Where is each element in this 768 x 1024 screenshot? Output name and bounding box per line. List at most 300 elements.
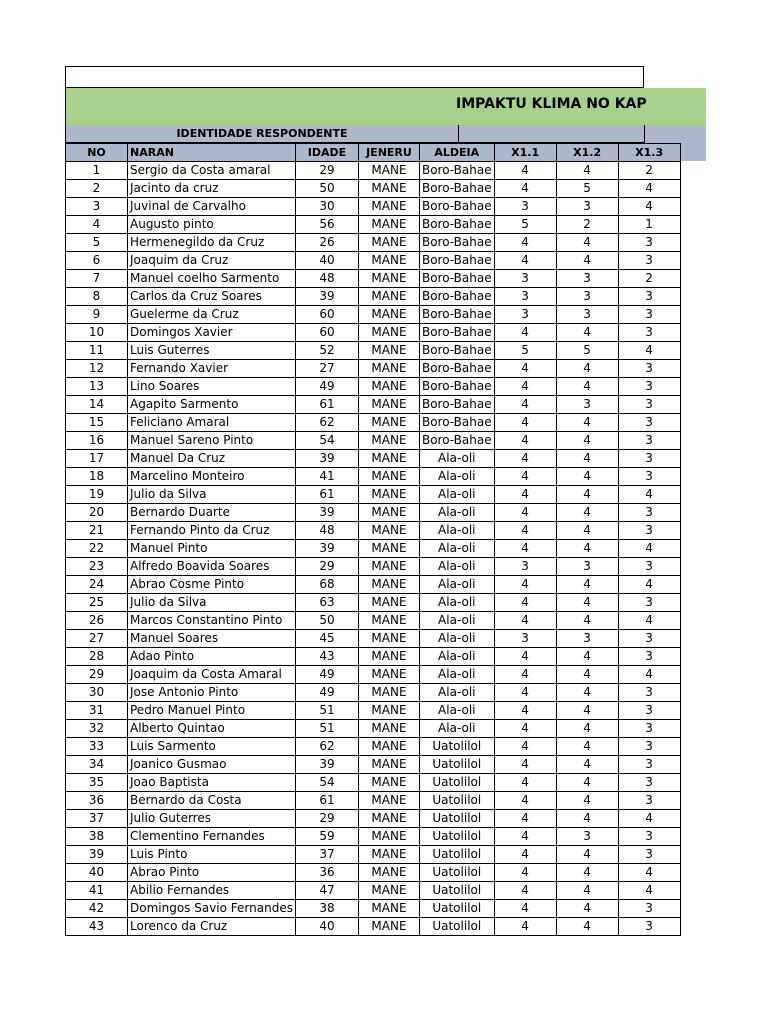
- cell-aldeia[interactable]: Uatolilol: [419, 774, 494, 792]
- cell-naran[interactable]: Sergio da Costa amaral: [128, 162, 296, 180]
- cell-aldeia[interactable]: Ala-oli: [419, 630, 494, 648]
- cell-no[interactable]: 41: [66, 882, 128, 900]
- cell-x1-1[interactable]: 3: [494, 630, 556, 648]
- cell-aldeia[interactable]: Boro-Bahae: [419, 360, 494, 378]
- cell-jeneru[interactable]: MANE: [358, 702, 419, 720]
- cell-x1-2[interactable]: 4: [556, 594, 618, 612]
- cell-naran[interactable]: Hermenegildo da Cruz: [128, 234, 296, 252]
- cell-naran[interactable]: Julio da Silva: [128, 594, 296, 612]
- cell-idade[interactable]: 68: [295, 576, 358, 594]
- cell-x1-2[interactable]: 4: [556, 432, 618, 450]
- cell-x1-1[interactable]: 4: [494, 468, 556, 486]
- cell-x1-3[interactable]: 3: [618, 918, 680, 936]
- cell-x1-2[interactable]: 4: [556, 450, 618, 468]
- cell-x1-3[interactable]: 3: [618, 432, 680, 450]
- cell-x1-2[interactable]: 3: [556, 396, 618, 414]
- cell-idade[interactable]: 45: [295, 630, 358, 648]
- cell-jeneru[interactable]: MANE: [358, 612, 419, 630]
- cell-aldeia[interactable]: Ala-oli: [419, 450, 494, 468]
- cell-x1-1[interactable]: 4: [494, 828, 556, 846]
- cell-no[interactable]: 32: [66, 720, 128, 738]
- cell-jeneru[interactable]: MANE: [358, 864, 419, 882]
- cell-x1-1[interactable]: 4: [494, 162, 556, 180]
- column-header-jeneru[interactable]: JENERU: [358, 144, 419, 162]
- cell-aldeia[interactable]: Ala-oli: [419, 666, 494, 684]
- cell-x1-2[interactable]: 4: [556, 252, 618, 270]
- cell-jeneru[interactable]: MANE: [358, 486, 419, 504]
- cell-x1-1[interactable]: 4: [494, 774, 556, 792]
- cell-aldeia[interactable]: Boro-Bahae: [419, 342, 494, 360]
- cell-jeneru[interactable]: MANE: [358, 576, 419, 594]
- cell-x1-3[interactable]: 3: [618, 450, 680, 468]
- cell-x1-3[interactable]: 3: [618, 324, 680, 342]
- column-header-no[interactable]: NO: [66, 144, 128, 162]
- cell-jeneru[interactable]: MANE: [358, 918, 419, 936]
- cell-no[interactable]: 15: [66, 414, 128, 432]
- cell-aldeia[interactable]: Ala-oli: [419, 576, 494, 594]
- cell-jeneru[interactable]: MANE: [358, 414, 419, 432]
- cell-jeneru[interactable]: MANE: [358, 162, 419, 180]
- cell-naran[interactable]: Manuel Da Cruz: [128, 450, 296, 468]
- cell-x1-3[interactable]: 3: [618, 396, 680, 414]
- cell-x1-1[interactable]: 4: [494, 396, 556, 414]
- cell-no[interactable]: 25: [66, 594, 128, 612]
- cell-no[interactable]: 9: [66, 306, 128, 324]
- cell-x1-3[interactable]: 3: [618, 684, 680, 702]
- cell-idade[interactable]: 61: [295, 396, 358, 414]
- cell-naran[interactable]: Abrao Cosme Pinto: [128, 576, 296, 594]
- cell-x1-3[interactable]: 4: [618, 576, 680, 594]
- cell-x1-2[interactable]: 3: [556, 630, 618, 648]
- cell-no[interactable]: 1: [66, 162, 128, 180]
- cell-x1-2[interactable]: 5: [556, 342, 618, 360]
- cell-x1-3[interactable]: 3: [618, 900, 680, 918]
- cell-x1-2[interactable]: 4: [556, 468, 618, 486]
- cell-x1-3[interactable]: 4: [618, 486, 680, 504]
- cell-x1-1[interactable]: 4: [494, 324, 556, 342]
- cell-no[interactable]: 21: [66, 522, 128, 540]
- cell-jeneru[interactable]: MANE: [358, 468, 419, 486]
- cell-x1-2[interactable]: 5: [556, 180, 618, 198]
- cell-naran[interactable]: Abilio Fernandes: [128, 882, 296, 900]
- cell-x1-1[interactable]: 4: [494, 252, 556, 270]
- cell-x1-2[interactable]: 4: [556, 720, 618, 738]
- cell-idade[interactable]: 48: [295, 522, 358, 540]
- cell-naran[interactable]: Lorenco da Cruz: [128, 918, 296, 936]
- cell-no[interactable]: 29: [66, 666, 128, 684]
- cell-aldeia[interactable]: Ala-oli: [419, 612, 494, 630]
- cell-jeneru[interactable]: MANE: [358, 270, 419, 288]
- cell-no[interactable]: 24: [66, 576, 128, 594]
- cell-x1-2[interactable]: 4: [556, 846, 618, 864]
- cell-no[interactable]: 2: [66, 180, 128, 198]
- cell-x1-2[interactable]: 3: [556, 828, 618, 846]
- cell-x1-1[interactable]: 3: [494, 288, 556, 306]
- cell-x1-2[interactable]: 3: [556, 198, 618, 216]
- cell-x1-1[interactable]: 4: [494, 918, 556, 936]
- cell-jeneru[interactable]: MANE: [358, 666, 419, 684]
- cell-x1-1[interactable]: 5: [494, 342, 556, 360]
- cell-x1-1[interactable]: 4: [494, 648, 556, 666]
- cell-x1-2[interactable]: 4: [556, 162, 618, 180]
- cell-no[interactable]: 7: [66, 270, 128, 288]
- cell-aldeia[interactable]: Boro-Bahae: [419, 306, 494, 324]
- cell-aldeia[interactable]: Uatolilol: [419, 918, 494, 936]
- cell-x1-3[interactable]: 4: [618, 882, 680, 900]
- cell-no[interactable]: 27: [66, 630, 128, 648]
- cell-naran[interactable]: Marcos Constantino Pinto: [128, 612, 296, 630]
- cell-aldeia[interactable]: Ala-oli: [419, 720, 494, 738]
- cell-jeneru[interactable]: MANE: [358, 216, 419, 234]
- cell-jeneru[interactable]: MANE: [358, 594, 419, 612]
- cell-idade[interactable]: 26: [295, 234, 358, 252]
- cell-jeneru[interactable]: MANE: [358, 558, 419, 576]
- cell-jeneru[interactable]: MANE: [358, 324, 419, 342]
- cell-aldeia[interactable]: Ala-oli: [419, 594, 494, 612]
- cell-idade[interactable]: 50: [295, 612, 358, 630]
- cell-aldeia[interactable]: Boro-Bahae: [419, 216, 494, 234]
- cell-x1-3[interactable]: 2: [618, 270, 680, 288]
- cell-jeneru[interactable]: MANE: [358, 882, 419, 900]
- cell-x1-3[interactable]: 3: [618, 738, 680, 756]
- cell-naran[interactable]: Feliciano Amaral: [128, 414, 296, 432]
- cell-idade[interactable]: 60: [295, 324, 358, 342]
- cell-naran[interactable]: Marcelino Monteiro: [128, 468, 296, 486]
- cell-x1-3[interactable]: 3: [618, 468, 680, 486]
- cell-x1-3[interactable]: 3: [618, 828, 680, 846]
- cell-x1-1[interactable]: 4: [494, 180, 556, 198]
- cell-no[interactable]: 16: [66, 432, 128, 450]
- cell-x1-1[interactable]: 4: [494, 594, 556, 612]
- cell-no[interactable]: 14: [66, 396, 128, 414]
- cell-no[interactable]: 34: [66, 756, 128, 774]
- cell-no[interactable]: 3: [66, 198, 128, 216]
- cell-x1-3[interactable]: 3: [618, 792, 680, 810]
- cell-naran[interactable]: Agapito Sarmento: [128, 396, 296, 414]
- cell-jeneru[interactable]: MANE: [358, 378, 419, 396]
- cell-idade[interactable]: 61: [295, 792, 358, 810]
- cell-x1-2[interactable]: 4: [556, 540, 618, 558]
- cell-idade[interactable]: 29: [295, 810, 358, 828]
- cell-x1-3[interactable]: 3: [618, 558, 680, 576]
- cell-no[interactable]: 39: [66, 846, 128, 864]
- cell-idade[interactable]: 29: [295, 162, 358, 180]
- cell-idade[interactable]: 43: [295, 648, 358, 666]
- cell-x1-1[interactable]: 4: [494, 522, 556, 540]
- cell-x1-3[interactable]: 3: [618, 360, 680, 378]
- cell-jeneru[interactable]: MANE: [358, 288, 419, 306]
- cell-no[interactable]: 10: [66, 324, 128, 342]
- cell-aldeia[interactable]: Boro-Bahae: [419, 180, 494, 198]
- cell-idade[interactable]: 47: [295, 882, 358, 900]
- cell-x1-1[interactable]: 4: [494, 378, 556, 396]
- cell-aldeia[interactable]: Uatolilol: [419, 756, 494, 774]
- cell-x1-1[interactable]: 4: [494, 666, 556, 684]
- cell-jeneru[interactable]: MANE: [358, 792, 419, 810]
- cell-jeneru[interactable]: MANE: [358, 252, 419, 270]
- cell-aldeia[interactable]: Ala-oli: [419, 504, 494, 522]
- cell-aldeia[interactable]: Ala-oli: [419, 540, 494, 558]
- cell-no[interactable]: 28: [66, 648, 128, 666]
- cell-naran[interactable]: Luis Sarmento: [128, 738, 296, 756]
- cell-jeneru[interactable]: MANE: [358, 900, 419, 918]
- cell-x1-1[interactable]: 4: [494, 810, 556, 828]
- cell-x1-3[interactable]: 3: [618, 306, 680, 324]
- cell-aldeia[interactable]: Uatolilol: [419, 828, 494, 846]
- column-header-x1-3[interactable]: X1.3: [618, 144, 680, 162]
- cell-x1-2[interactable]: 3: [556, 288, 618, 306]
- cell-aldeia[interactable]: Ala-oli: [419, 702, 494, 720]
- cell-no[interactable]: 38: [66, 828, 128, 846]
- cell-jeneru[interactable]: MANE: [358, 684, 419, 702]
- cell-naran[interactable]: Bernardo Duarte: [128, 504, 296, 522]
- cell-x1-3[interactable]: 3: [618, 648, 680, 666]
- cell-jeneru[interactable]: MANE: [358, 234, 419, 252]
- cell-x1-1[interactable]: 4: [494, 720, 556, 738]
- cell-naran[interactable]: Fernando Xavier: [128, 360, 296, 378]
- cell-idade[interactable]: 54: [295, 432, 358, 450]
- cell-x1-3[interactable]: 4: [618, 864, 680, 882]
- cell-idade[interactable]: 60: [295, 306, 358, 324]
- cell-idade[interactable]: 51: [295, 702, 358, 720]
- cell-aldeia[interactable]: Uatolilol: [419, 810, 494, 828]
- cell-idade[interactable]: 61: [295, 486, 358, 504]
- cell-aldeia[interactable]: Boro-Bahae: [419, 198, 494, 216]
- cell-x1-2[interactable]: 4: [556, 792, 618, 810]
- cell-naran[interactable]: Augusto pinto: [128, 216, 296, 234]
- cell-aldeia[interactable]: Ala-oli: [419, 468, 494, 486]
- cell-x1-3[interactable]: 4: [618, 612, 680, 630]
- cell-naran[interactable]: Joaquim da Costa Amaral: [128, 666, 296, 684]
- cell-x1-1[interactable]: 4: [494, 702, 556, 720]
- cell-naran[interactable]: Jacinto da cruz: [128, 180, 296, 198]
- cell-naran[interactable]: Julio Guterres: [128, 810, 296, 828]
- cell-x1-2[interactable]: 4: [556, 522, 618, 540]
- cell-no[interactable]: 36: [66, 792, 128, 810]
- cell-x1-3[interactable]: 4: [618, 540, 680, 558]
- cell-x1-3[interactable]: 3: [618, 774, 680, 792]
- cell-naran[interactable]: Guelerme da Cruz: [128, 306, 296, 324]
- cell-idade[interactable]: 37: [295, 846, 358, 864]
- cell-x1-2[interactable]: 4: [556, 360, 618, 378]
- cell-jeneru[interactable]: MANE: [358, 342, 419, 360]
- cell-no[interactable]: 42: [66, 900, 128, 918]
- cell-jeneru[interactable]: MANE: [358, 396, 419, 414]
- cell-x1-2[interactable]: 3: [556, 558, 618, 576]
- cell-naran[interactable]: Abrao Pinto: [128, 864, 296, 882]
- cell-aldeia[interactable]: Boro-Bahae: [419, 414, 494, 432]
- cell-x1-3[interactable]: 3: [618, 630, 680, 648]
- cell-idade[interactable]: 62: [295, 738, 358, 756]
- cell-x1-3[interactable]: 1: [618, 216, 680, 234]
- cell-naran[interactable]: Manuel coelho Sarmento: [128, 270, 296, 288]
- cell-x1-2[interactable]: 4: [556, 774, 618, 792]
- cell-x1-2[interactable]: 4: [556, 234, 618, 252]
- cell-x1-2[interactable]: 3: [556, 270, 618, 288]
- cell-jeneru[interactable]: MANE: [358, 810, 419, 828]
- cell-aldeia[interactable]: Ala-oli: [419, 558, 494, 576]
- cell-idade[interactable]: 41: [295, 468, 358, 486]
- cell-x1-2[interactable]: 4: [556, 324, 618, 342]
- cell-idade[interactable]: 59: [295, 828, 358, 846]
- cell-naran[interactable]: Domingos Savio Fernandes: [128, 900, 296, 918]
- cell-naran[interactable]: Pedro Manuel Pinto: [128, 702, 296, 720]
- cell-x1-1[interactable]: 4: [494, 414, 556, 432]
- column-header-idade[interactable]: IDADE: [295, 144, 358, 162]
- cell-idade[interactable]: 39: [295, 288, 358, 306]
- cell-idade[interactable]: 39: [295, 450, 358, 468]
- cell-naran[interactable]: Manuel Pinto: [128, 540, 296, 558]
- cell-naran[interactable]: Manuel Soares: [128, 630, 296, 648]
- cell-x1-2[interactable]: 4: [556, 702, 618, 720]
- cell-no[interactable]: 30: [66, 684, 128, 702]
- cell-aldeia[interactable]: Boro-Bahae: [419, 252, 494, 270]
- cell-idade[interactable]: 39: [295, 756, 358, 774]
- cell-aldeia[interactable]: Ala-oli: [419, 648, 494, 666]
- cell-naran[interactable]: Luis Guterres: [128, 342, 296, 360]
- cell-aldeia[interactable]: Uatolilol: [419, 846, 494, 864]
- cell-aldeia[interactable]: Boro-Bahae: [419, 378, 494, 396]
- cell-jeneru[interactable]: MANE: [358, 828, 419, 846]
- cell-x1-1[interactable]: 4: [494, 738, 556, 756]
- group-header-empty[interactable]: [459, 125, 645, 143]
- cell-x1-3[interactable]: 3: [618, 288, 680, 306]
- cell-naran[interactable]: Luis Pinto: [128, 846, 296, 864]
- cell-x1-3[interactable]: 3: [618, 846, 680, 864]
- cell-jeneru[interactable]: MANE: [358, 180, 419, 198]
- cell-no[interactable]: 20: [66, 504, 128, 522]
- cell-idade[interactable]: 62: [295, 414, 358, 432]
- cell-idade[interactable]: 48: [295, 270, 358, 288]
- cell-naran[interactable]: Clementino Fernandes: [128, 828, 296, 846]
- cell-no[interactable]: 33: [66, 738, 128, 756]
- cell-aldeia[interactable]: Ala-oli: [419, 684, 494, 702]
- cell-x1-3[interactable]: 4: [618, 666, 680, 684]
- cell-aldeia[interactable]: Uatolilol: [419, 900, 494, 918]
- cell-x1-2[interactable]: 4: [556, 756, 618, 774]
- cell-x1-2[interactable]: 4: [556, 486, 618, 504]
- cell-jeneru[interactable]: MANE: [358, 198, 419, 216]
- cell-idade[interactable]: 49: [295, 684, 358, 702]
- empty-header-cell[interactable]: [65, 66, 644, 88]
- cell-idade[interactable]: 38: [295, 900, 358, 918]
- cell-x1-1[interactable]: 4: [494, 234, 556, 252]
- column-header-aldeia[interactable]: ALDEIA: [419, 144, 494, 162]
- cell-no[interactable]: 13: [66, 378, 128, 396]
- cell-idade[interactable]: 52: [295, 342, 358, 360]
- cell-no[interactable]: 6: [66, 252, 128, 270]
- cell-aldeia[interactable]: Boro-Bahae: [419, 162, 494, 180]
- cell-jeneru[interactable]: MANE: [358, 846, 419, 864]
- column-header-x1-1[interactable]: X1.1: [494, 144, 556, 162]
- cell-naran[interactable]: Julio da Silva: [128, 486, 296, 504]
- cell-x1-1[interactable]: 4: [494, 756, 556, 774]
- cell-no[interactable]: 37: [66, 810, 128, 828]
- cell-x1-2[interactable]: 2: [556, 216, 618, 234]
- cell-x1-1[interactable]: 4: [494, 792, 556, 810]
- cell-x1-3[interactable]: 3: [618, 378, 680, 396]
- cell-x1-1[interactable]: 4: [494, 684, 556, 702]
- cell-idade[interactable]: 29: [295, 558, 358, 576]
- cell-x1-1[interactable]: 4: [494, 504, 556, 522]
- cell-x1-2[interactable]: 3: [556, 306, 618, 324]
- cell-naran[interactable]: Joaquim da Cruz: [128, 252, 296, 270]
- cell-jeneru[interactable]: MANE: [358, 648, 419, 666]
- cell-no[interactable]: 8: [66, 288, 128, 306]
- cell-x1-3[interactable]: 4: [618, 342, 680, 360]
- cell-x1-3[interactable]: 3: [618, 252, 680, 270]
- cell-idade[interactable]: 39: [295, 540, 358, 558]
- cell-x1-3[interactable]: 4: [618, 180, 680, 198]
- cell-no[interactable]: 5: [66, 234, 128, 252]
- cell-x1-3[interactable]: 3: [618, 234, 680, 252]
- cell-x1-1[interactable]: 4: [494, 486, 556, 504]
- cell-x1-1[interactable]: 3: [494, 198, 556, 216]
- group-header-identidade[interactable]: IDENTIDADE RESPONDENTE: [66, 125, 459, 143]
- cell-aldeia[interactable]: Boro-Bahae: [419, 270, 494, 288]
- cell-naran[interactable]: Manuel Sareno Pinto: [128, 432, 296, 450]
- cell-x1-2[interactable]: 4: [556, 864, 618, 882]
- cell-x1-2[interactable]: 4: [556, 918, 618, 936]
- cell-idade[interactable]: 50: [295, 180, 358, 198]
- cell-jeneru[interactable]: MANE: [358, 774, 419, 792]
- cell-x1-2[interactable]: 4: [556, 900, 618, 918]
- cell-x1-2[interactable]: 4: [556, 414, 618, 432]
- cell-x1-1[interactable]: 4: [494, 882, 556, 900]
- column-header-x1-2[interactable]: X1.2: [556, 144, 618, 162]
- cell-x1-1[interactable]: 4: [494, 846, 556, 864]
- cell-jeneru[interactable]: MANE: [358, 540, 419, 558]
- cell-x1-1[interactable]: 4: [494, 864, 556, 882]
- cell-no[interactable]: 19: [66, 486, 128, 504]
- cell-jeneru[interactable]: MANE: [358, 720, 419, 738]
- cell-idade[interactable]: 36: [295, 864, 358, 882]
- cell-no[interactable]: 26: [66, 612, 128, 630]
- cell-x1-2[interactable]: 4: [556, 882, 618, 900]
- cell-naran[interactable]: Fernando Pinto da Cruz: [128, 522, 296, 540]
- cell-no[interactable]: 22: [66, 540, 128, 558]
- cell-no[interactable]: 4: [66, 216, 128, 234]
- cell-naran[interactable]: Jose Antonio Pinto: [128, 684, 296, 702]
- cell-naran[interactable]: Adao Pinto: [128, 648, 296, 666]
- cell-jeneru[interactable]: MANE: [358, 504, 419, 522]
- cell-jeneru[interactable]: MANE: [358, 756, 419, 774]
- cell-aldeia[interactable]: Boro-Bahae: [419, 396, 494, 414]
- cell-x1-1[interactable]: 4: [494, 900, 556, 918]
- cell-jeneru[interactable]: MANE: [358, 450, 419, 468]
- cell-aldeia[interactable]: Boro-Bahae: [419, 324, 494, 342]
- cell-x1-1[interactable]: 4: [494, 450, 556, 468]
- cell-idade[interactable]: 30: [295, 198, 358, 216]
- cell-x1-2[interactable]: 4: [556, 612, 618, 630]
- cell-aldeia[interactable]: Uatolilol: [419, 792, 494, 810]
- cell-aldeia[interactable]: Uatolilol: [419, 738, 494, 756]
- cell-naran[interactable]: Lino Soares: [128, 378, 296, 396]
- cell-x1-3[interactable]: 3: [618, 504, 680, 522]
- cell-x1-2[interactable]: 4: [556, 576, 618, 594]
- cell-no[interactable]: 31: [66, 702, 128, 720]
- cell-x1-1[interactable]: 4: [494, 432, 556, 450]
- cell-idade[interactable]: 40: [295, 918, 358, 936]
- cell-aldeia[interactable]: Ala-oli: [419, 486, 494, 504]
- cell-jeneru[interactable]: MANE: [358, 522, 419, 540]
- cell-idade[interactable]: 39: [295, 504, 358, 522]
- cell-idade[interactable]: 27: [295, 360, 358, 378]
- cell-x1-1[interactable]: 4: [494, 360, 556, 378]
- cell-naran[interactable]: Carlos da Cruz Soares: [128, 288, 296, 306]
- cell-no[interactable]: 11: [66, 342, 128, 360]
- cell-naran[interactable]: Domingos Xavier: [128, 324, 296, 342]
